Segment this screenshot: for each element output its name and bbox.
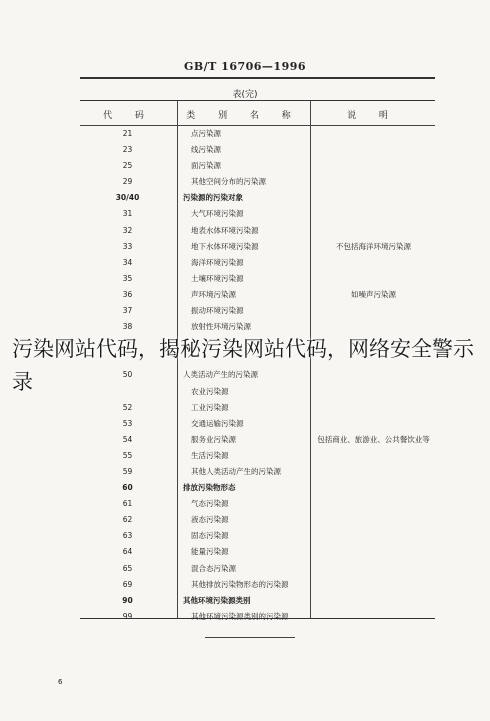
table-row [80,271,435,287]
table-row [80,593,435,609]
table-row [80,174,435,190]
row-category-name: 面污染源 [191,161,221,171]
table-row [80,255,435,271]
row-category-name: 液态污染源 [191,515,229,525]
table-row [80,206,435,222]
row-category-name: 混合态污染源 [191,563,236,573]
table-row [80,561,435,577]
row-code: 60 [122,483,133,493]
row-note: 包括商业、旅游业、公共餐饮业等 [317,434,430,444]
row-category-name: 点污染源 [191,129,221,138]
row-code: 99 [122,611,133,621]
table-row [80,416,435,432]
row-code: 33 [122,241,133,251]
row-code: 34 [122,257,133,267]
footer-rule [205,637,295,638]
row-note: 不包括海洋环境污染源 [336,241,411,251]
row-category-name: 能量污染源 [191,547,229,557]
row-code: 69 [122,579,133,589]
table-row [80,158,435,174]
header-category-name: 类 别 名 称 [186,111,301,121]
row-code: 37 [122,306,133,316]
table-row [80,464,435,480]
page-number: 6 [58,678,63,686]
table-row [80,496,435,512]
overlay-watermark-text: 污染网站代码，揭秘污染网站代码，网络安全警示录 [12,337,474,394]
row-code: 53 [122,418,133,428]
table-row [80,544,435,560]
row-category-name: 声环境污染源 [191,289,236,299]
row-category-name: 其他空间分布的污染源 [191,177,266,187]
row-code: 65 [122,563,133,573]
row-category-name: 固态污染源 [191,531,229,541]
row-code: 32 [122,225,133,235]
row-code: 35 [122,273,133,283]
row-code: 59 [122,466,133,476]
table-caption: 表(完) [232,90,258,100]
row-category-name: 线污染源 [191,145,221,155]
row-category-name: 农业污染源 [191,386,229,396]
row-code: 90 [122,595,133,605]
table-row [80,528,435,544]
row-code: 21 [122,129,133,138]
row-category-name: 污染源的污染对象 [183,193,243,203]
row-category-name: 交通运输污染源 [191,418,244,428]
row-code: 38 [122,322,133,332]
row-code: 55 [122,450,133,460]
row-category-name: 地下水体环境污染源 [191,241,259,251]
row-category-name: 海洋环境污染源 [191,257,244,267]
table-row [80,448,435,464]
row-code: 23 [122,145,133,155]
table-header-row [80,101,435,126]
row-code: 54 [122,434,133,444]
row-category-name: 人类活动产生的污染源 [183,370,258,380]
row-category-name: 放射性环境污染源 [191,322,251,332]
row-code: 52 [122,402,133,412]
row-category-name: 振动环境污染源 [191,306,244,316]
standard-code: GB/T 16706—1996 [183,60,307,73]
row-category-name: 工业污染源 [191,402,229,412]
row-code: 36 [122,289,133,299]
table-row [80,400,435,416]
row-category-name: 地表水体环境污染源 [191,225,259,235]
table-row [80,223,435,239]
row-category-name: 生活污染源 [191,450,229,460]
row-code: 62 [122,515,133,525]
row-category-name: 排放污染物形态 [183,483,236,493]
row-code: 63 [122,531,133,541]
row-code: 25 [122,161,133,171]
table-row [80,303,435,319]
table-row [80,577,435,593]
table-row [80,190,435,206]
row-category-name: 气态污染源 [191,499,229,509]
row-note: 如噪声污染源 [351,290,396,299]
row-code: 29 [122,177,133,187]
table-row [80,512,435,528]
row-code: 61 [122,499,133,509]
table-row [80,126,435,142]
table-row [80,480,435,496]
row-code: 31 [122,209,133,219]
table-row [80,142,435,158]
row-category-name: 服务业污染源 [191,434,236,444]
row-code: 50 [122,370,133,380]
row-category-name: 大气环境污染源 [191,209,244,219]
row-category-name: 土壤环境污染源 [191,273,244,283]
header-rule [80,77,435,79]
header-notes: 说 明 [347,111,398,121]
header-code: 代 码 [103,111,154,121]
row-code: 30/40 [115,193,140,203]
row-category-name: 其他排放污染物形态的污染源 [191,579,289,589]
table-row [80,609,435,625]
row-code: 64 [122,547,133,557]
row-category-name: 其他人类活动产生的污染源 [191,466,281,476]
row-category-name: 其他环境污染源类别的污染源 [191,611,289,621]
row-category-name: 其他环境污染源类别 [183,595,251,605]
